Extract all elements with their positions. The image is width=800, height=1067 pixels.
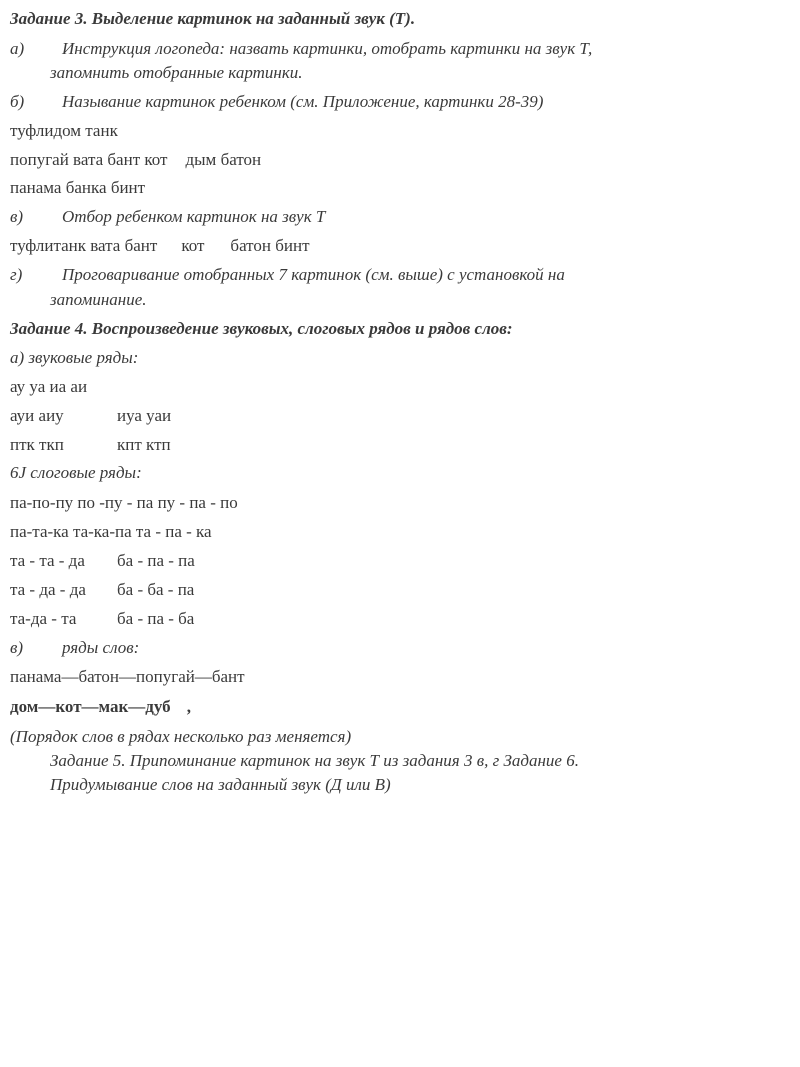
item-marker: б) xyxy=(10,92,25,111)
syllable-group: ба - па - па xyxy=(117,551,195,570)
syllable-row-4 xyxy=(10,579,194,601)
sound-group: иуа уаи xyxy=(117,406,172,425)
task3-title: Задание 3. Выделение картинок на заданный звук (Т). xyxy=(10,9,416,28)
word-row-2 xyxy=(10,696,191,718)
words-line-1: туфлидом танк xyxy=(10,121,118,140)
item-text: Инструкция логопеда: назвать картинки, отобрать картинки на звук Т, xyxy=(62,39,593,58)
task5-line-1: Задание 5. Припоминание картинок на звук Т из задания 3 в, г Задание 6. xyxy=(50,751,579,770)
syllable-group: ба - ба - па xyxy=(117,580,195,599)
words-group: туфлитанк вата бант xyxy=(10,236,158,255)
task4-label-b: 6J слоговые ряды: xyxy=(10,463,142,482)
syllable-row-2: па-та-ка та-ка-па та - па - ка xyxy=(10,522,212,541)
item-text: Отбор ребенком картинок на звук Т xyxy=(62,207,326,226)
syllable-row-1: па-по-пу по -пу - па пу - па - по xyxy=(10,493,238,512)
task3-item-g xyxy=(10,264,565,286)
task4-label-a: а) звуковые ряды: xyxy=(10,348,139,367)
item-marker: г) xyxy=(10,265,23,284)
task3-item-g-cont: запоминание. xyxy=(50,290,147,309)
words-line-2 xyxy=(10,149,261,171)
words-group: дым батон xyxy=(185,150,262,169)
words-group: кот xyxy=(181,236,205,255)
item-marker: а) xyxy=(10,39,25,58)
syllable-row-5 xyxy=(10,608,194,630)
task5-line-2: Придумывание слов на заданный звук (Д или В) xyxy=(50,775,391,794)
sound-row-3 xyxy=(10,434,171,456)
sound-group: птк ткп xyxy=(10,435,64,454)
word-row-1: панама—батон—попугай—бант xyxy=(10,667,245,686)
sound-row-2 xyxy=(10,405,171,427)
task4-note: (Порядок слов в рядах несколько раз меняется) xyxy=(10,727,352,746)
syllable-group: та-да - та xyxy=(10,609,77,628)
comma: , xyxy=(186,697,191,716)
sound-row-1: ау уа иа аи xyxy=(10,377,88,396)
item-text: Проговаривание отобранных 7 картинок (см. выше) с установкой на xyxy=(62,265,565,284)
item-text: ряды слов: xyxy=(62,638,140,657)
sound-group: ауи аиу xyxy=(10,406,64,425)
task3-item-a xyxy=(10,38,592,60)
syllable-row-3 xyxy=(10,550,195,572)
syllable-group: ба - па - ба xyxy=(117,609,195,628)
task3-item-v xyxy=(10,206,325,228)
word-group: дом—кот—мак—дуб xyxy=(10,697,171,716)
task4-item-v xyxy=(10,637,139,659)
item-marker: в) xyxy=(10,638,24,657)
syllable-group: та - да - да xyxy=(10,580,86,599)
item-text: Называние картинок ребенком (см. Приложение, картинки 28-39) xyxy=(62,92,544,111)
task4-title: Задание 4. Воспроизведение звуковых, слоговых рядов и рядов слов: xyxy=(10,319,513,338)
words-group: попугай вата бант кот xyxy=(10,150,168,169)
words-line-3: панама банка бинт xyxy=(10,178,146,197)
task3-item-a-cont: запомнить отобранные картинки. xyxy=(50,63,303,82)
task3-item-b xyxy=(10,91,543,113)
item-marker: в) xyxy=(10,207,24,226)
selected-words-line xyxy=(10,235,310,257)
sound-group: кпт ктп xyxy=(117,435,171,454)
words-group: батон бинт xyxy=(230,236,310,255)
syllable-group: та - та - да xyxy=(10,551,85,570)
